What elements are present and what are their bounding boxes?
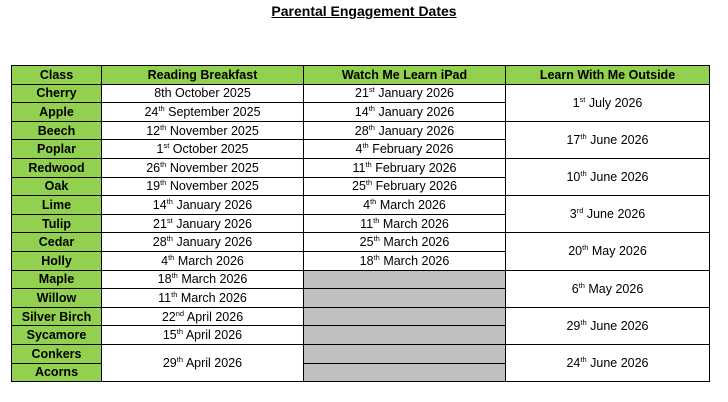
reading-breakfast-cell: 8th October 2025 (102, 84, 304, 103)
empty-grey-cell (304, 326, 506, 345)
reading-breakfast-cell: 18th March 2026 (102, 270, 304, 289)
empty-grey-cell (304, 289, 506, 308)
learn-outside-cell: 3rd June 2026 (506, 196, 710, 233)
table-row (12, 121, 710, 140)
class-cell: Acorns (12, 363, 102, 382)
empty-grey-cell (304, 344, 506, 363)
reading-breakfast-cell: 29th April 2026 (102, 344, 304, 381)
learn-outside-cell: 20th May 2026 (506, 233, 710, 270)
header-row (12, 66, 710, 85)
learn-outside-cell: 10th June 2026 (506, 158, 710, 195)
watch-me-learn-cell: 14th January 2026 (304, 103, 506, 122)
page-title: Parental Engagement Dates (271, 3, 457, 19)
learn-outside-cell: 1st July 2026 (506, 84, 710, 121)
class-cell: Cherry (12, 84, 102, 103)
table-row (12, 196, 710, 215)
class-cell: Willow (12, 289, 102, 308)
class-cell: Cedar (12, 233, 102, 252)
class-cell: Apple (12, 103, 102, 122)
table-row (12, 307, 710, 326)
class-cell: Oak (12, 177, 102, 196)
class-cell: Maple (12, 270, 102, 289)
class-cell: Beech (12, 121, 102, 140)
reading-breakfast-cell: 21st January 2026 (102, 214, 304, 233)
reading-breakfast-cell: 11th March 2026 (102, 289, 304, 308)
reading-breakfast-cell: 28th January 2026 (102, 233, 304, 252)
table-row (12, 344, 710, 363)
header-reading-breakfast: Reading Breakfast (102, 66, 304, 85)
class-cell: Lime (12, 196, 102, 215)
header-learn-outside: Learn With Me Outside (506, 66, 710, 85)
watch-me-learn-cell: 4th March 2026 (304, 196, 506, 215)
watch-me-learn-cell: 25th March 2026 (304, 233, 506, 252)
reading-breakfast-cell: 26th November 2025 (102, 158, 304, 177)
reading-breakfast-cell: 22nd April 2026 (102, 307, 304, 326)
class-cell: Conkers (12, 344, 102, 363)
watch-me-learn-cell: 25th February 2026 (304, 177, 506, 196)
learn-outside-cell: 24th June 2026 (506, 344, 710, 381)
class-cell: Poplar (12, 140, 102, 159)
empty-grey-cell (304, 307, 506, 326)
reading-breakfast-cell: 1st October 2025 (102, 140, 304, 159)
learn-outside-cell: 6th May 2026 (506, 270, 710, 307)
watch-me-learn-cell: 28th January 2026 (304, 121, 506, 140)
header-watch-me-learn: Watch Me Learn iPad (304, 66, 506, 85)
watch-me-learn-cell: 11th March 2026 (304, 214, 506, 233)
watch-me-learn-cell: 11th February 2026 (304, 158, 506, 177)
table-row (12, 233, 710, 252)
engagement-table (11, 65, 710, 382)
class-cell: Tulip (12, 214, 102, 233)
header-class: Class (12, 66, 102, 85)
table-row (12, 158, 710, 177)
watch-me-learn-cell: 4th February 2026 (304, 140, 506, 159)
empty-grey-cell (304, 363, 506, 382)
learn-outside-cell: 17th June 2026 (506, 121, 710, 158)
table-row (12, 270, 710, 289)
reading-breakfast-cell: 15th April 2026 (102, 326, 304, 345)
watch-me-learn-cell: 21st January 2026 (304, 84, 506, 103)
reading-breakfast-cell: 24th September 2025 (102, 103, 304, 122)
watch-me-learn-cell: 18th March 2026 (304, 251, 506, 270)
empty-grey-cell (304, 270, 506, 289)
reading-breakfast-cell: 12th November 2025 (102, 121, 304, 140)
table-row (12, 84, 710, 103)
class-cell: Silver Birch (12, 307, 102, 326)
reading-breakfast-cell: 4th March 2026 (102, 251, 304, 270)
class-cell: Sycamore (12, 326, 102, 345)
reading-breakfast-cell: 14th January 2026 (102, 196, 304, 215)
reading-breakfast-cell: 19th November 2025 (102, 177, 304, 196)
class-cell: Redwood (12, 158, 102, 177)
learn-outside-cell: 29th June 2026 (506, 307, 710, 344)
class-cell: Holly (12, 251, 102, 270)
